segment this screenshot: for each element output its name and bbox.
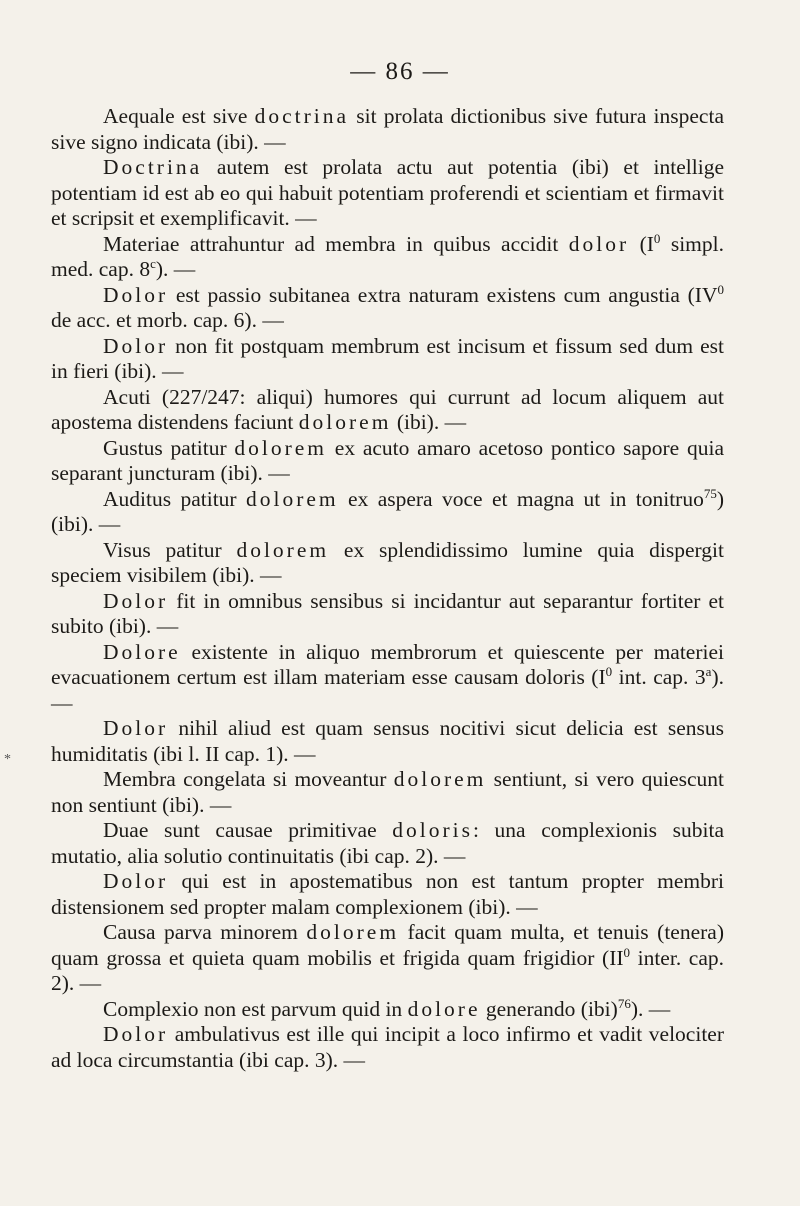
superscript: a bbox=[705, 663, 712, 679]
superscript: c bbox=[150, 255, 156, 271]
paragraph bbox=[51, 155, 724, 232]
text-run: int. cap. 3 bbox=[612, 665, 706, 689]
text-run: (ibi). — bbox=[391, 410, 467, 434]
spaced-term: Dolor bbox=[103, 716, 169, 740]
spaced-term: doloris bbox=[392, 818, 473, 842]
spaced-term: dolorem bbox=[236, 537, 330, 562]
text-run: sit prolata dictionibus sive futura inspecta sive signo indicata (ibi). — bbox=[51, 104, 724, 154]
paragraph bbox=[51, 538, 724, 589]
text-run: ). — bbox=[51, 665, 724, 715]
spaced-term: dolore bbox=[407, 996, 481, 1021]
text-run: sentiunt, si vero quiescunt non sentiunt (ibi). — bbox=[51, 767, 724, 817]
text-body bbox=[51, 104, 724, 1073]
paragraph bbox=[51, 104, 724, 155]
text-run: Duae sunt causae primitivae bbox=[103, 818, 393, 842]
superscript: 75 bbox=[703, 485, 717, 501]
spaced-term: dolor bbox=[568, 231, 630, 256]
spaced-term: dolorem bbox=[393, 767, 487, 791]
text-run: Visus patitur bbox=[103, 537, 237, 562]
spaced-term: dolorem bbox=[306, 920, 400, 944]
text-run: ex acuto amaro acetoso pontico sapore quia separant juncturam (ibi). — bbox=[51, 435, 724, 485]
text-run: Causa parva minorem bbox=[103, 920, 307, 944]
spaced-term: Dolor bbox=[103, 333, 169, 358]
paragraph bbox=[51, 869, 724, 920]
text-run: ex splendidissimo lumine quia dispergit speciem visibilem (ibi). — bbox=[51, 537, 724, 587]
spaced-term: Dolor bbox=[103, 1022, 169, 1046]
text-run: generando (ibi) bbox=[480, 996, 618, 1021]
text-run: est passio subitanea extra naturam existens cum angustia (IV bbox=[168, 282, 718, 307]
paragraph bbox=[51, 487, 724, 538]
text-run: Materiae attrahuntur ad membra in quibus accidit bbox=[103, 231, 569, 256]
spaced-term: dolorem bbox=[298, 410, 392, 434]
text-run: qui est in apostematibus non est tantum propter membri distensionem sed propter malam complexionem (ibi). — bbox=[51, 869, 724, 919]
text-run: Auditus patitur bbox=[103, 486, 246, 511]
paragraph bbox=[51, 436, 724, 487]
superscript: 0 bbox=[717, 281, 724, 297]
spaced-term: Dolor bbox=[103, 869, 169, 893]
text-run: Complexio non est parvum quid in bbox=[103, 996, 408, 1021]
text-run: Gustus patitur bbox=[103, 435, 235, 460]
paragraph bbox=[51, 283, 724, 334]
text-run: (I bbox=[629, 231, 654, 256]
text-run: Aequale est sive bbox=[103, 104, 255, 128]
superscript: 76 bbox=[617, 995, 631, 1011]
text-run: ambulativus est ille qui incipit a loco infirmo et vadit velociter ad loca circumstantia (ibi cap. 3). — bbox=[51, 1022, 724, 1072]
paragraph bbox=[51, 767, 724, 818]
text-run: ) (ibi). — bbox=[51, 486, 724, 536]
text-run: fit in omnibus sensibus si incidantur aut separantur fortiter et subito (ibi). — bbox=[51, 588, 724, 638]
text-run: autem est prolata actu aut potentia (ibi) et intellige potentiam id est ab eo qui habuit potentiam proferendi et scientiam et firmavit et scripsit et exemplificavit. — bbox=[51, 155, 724, 230]
text-run: Acuti (227/247: aliqui) humores qui currunt ad locum aliquem aut apostema distendens faciunt bbox=[51, 384, 724, 434]
paragraph bbox=[51, 818, 724, 869]
text-run: facit quam multa, et tenuis (tenera) quam grossa et quieta quam mobilis et frigida quam frigidior (II bbox=[51, 920, 724, 970]
paragraph bbox=[51, 920, 724, 997]
spaced-term: Dolor bbox=[103, 282, 169, 307]
superscript: 0 bbox=[623, 944, 631, 960]
text-run: de acc. et morb. cap. 6). — bbox=[51, 308, 284, 332]
spaced-term: dolorem bbox=[234, 435, 328, 460]
text-run: inter. cap. 2). — bbox=[51, 945, 724, 995]
spaced-term: Dolor bbox=[103, 588, 169, 613]
text-run: nihil aliud est quam sensus nocitivi sicut delicia est sensus humiditatis (ibi l. II cap. 1). — bbox=[51, 716, 724, 766]
text-run: : una complexionis subita mutatio, alia solutio continuitatis (ibi cap. 2). — bbox=[51, 818, 724, 868]
page-number: — 86 — bbox=[350, 58, 450, 85]
paragraph bbox=[51, 716, 724, 767]
text-run: ex aspera voce et magna ut in tonitruo bbox=[338, 486, 704, 511]
paragraph bbox=[51, 385, 724, 436]
text-run: non fit postquam membrum est incisum et fissum sed dum est in fieri (ibi). — bbox=[51, 333, 724, 383]
text-run: ). — bbox=[630, 996, 671, 1021]
paragraph bbox=[51, 1022, 724, 1073]
text-run: simpl. med. cap. 8 bbox=[51, 231, 724, 281]
spaced-term: Doctrina bbox=[103, 155, 203, 179]
paragraph bbox=[51, 640, 724, 717]
spaced-term: Dolore bbox=[103, 639, 181, 664]
margin-mark: * bbox=[4, 752, 11, 767]
spaced-term: dolorem bbox=[245, 486, 339, 511]
superscript: 0 bbox=[605, 663, 613, 679]
text-run: existente in aliquo membrorum et quiescente per materiei evacuationem certum est illam materiam esse causam doloris (I bbox=[51, 639, 724, 689]
text-run: ). — bbox=[155, 257, 196, 281]
paragraph bbox=[51, 334, 724, 385]
text-run: Membra congelata si moveantur bbox=[103, 767, 394, 791]
spaced-term: doctrina bbox=[254, 104, 350, 128]
paragraph bbox=[51, 232, 724, 283]
superscript: 0 bbox=[653, 230, 661, 246]
paragraph bbox=[51, 589, 724, 640]
paragraph bbox=[51, 997, 724, 1023]
